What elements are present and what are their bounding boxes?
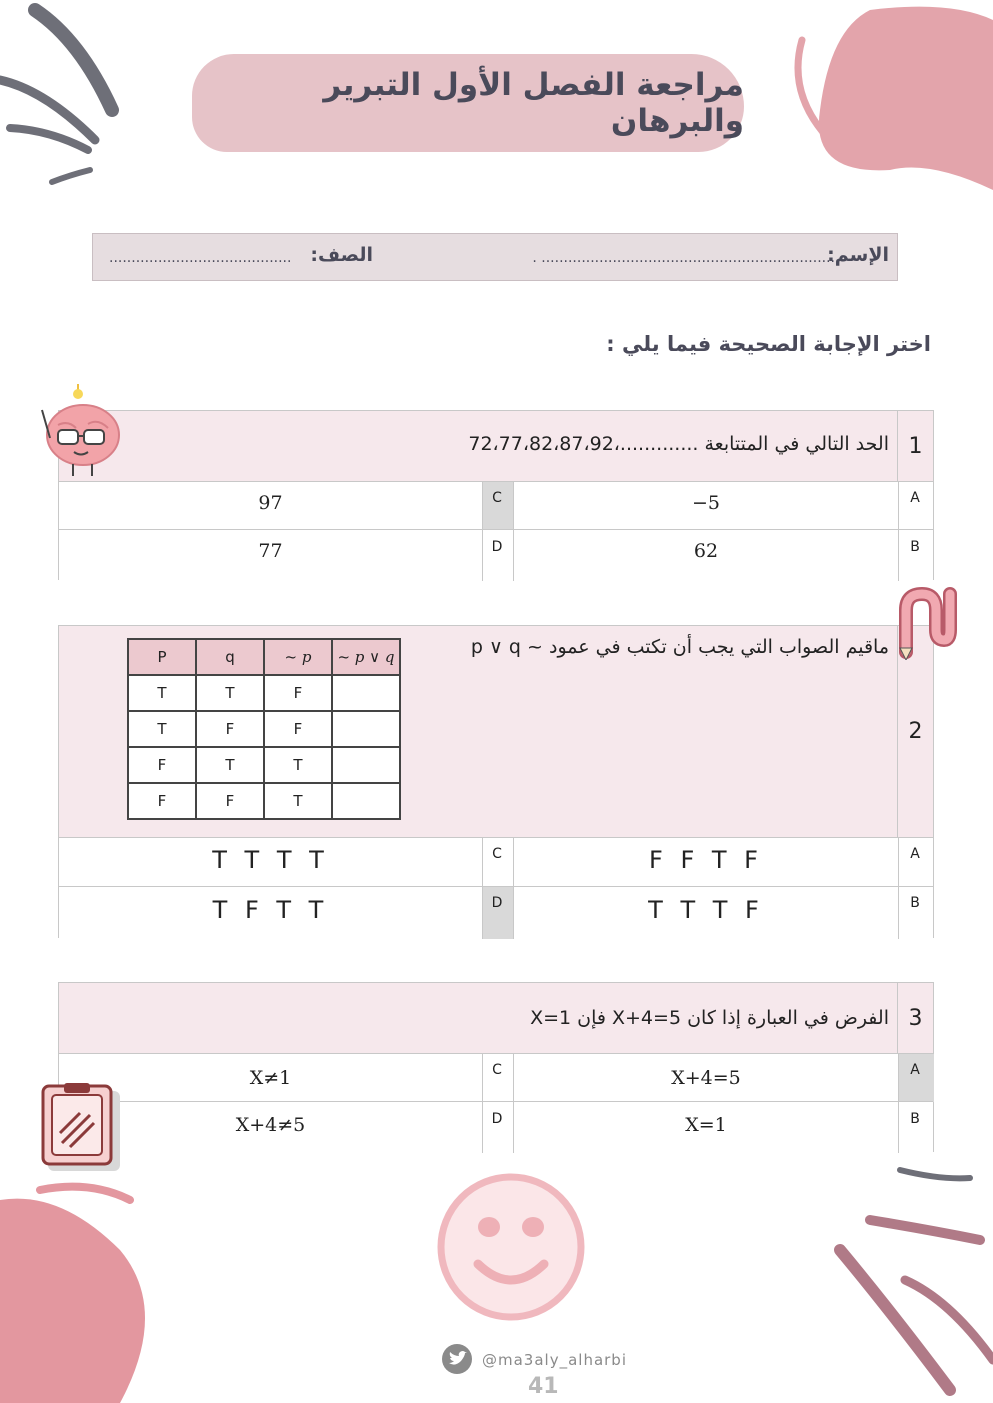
option-letter-d: D	[491, 895, 503, 911]
option-c[interactable]: 97	[258, 492, 283, 514]
question-text: الحد التالي في المتتابعة .............،72،77،82،87،92	[468, 433, 889, 455]
name-dots: .................................................................. .	[532, 250, 835, 266]
truth-table	[127, 638, 401, 820]
brush-stroke-decoration	[0, 0, 140, 200]
truth-table-cell: T	[196, 747, 264, 783]
option-letter-b: B	[910, 1111, 920, 1127]
truth-table-cell[interactable]	[332, 783, 400, 819]
twitter-icon	[441, 1343, 473, 1375]
brain-glasses-icon	[28, 380, 128, 480]
option-b[interactable]: 62	[693, 540, 719, 562]
question-number: 2	[897, 626, 933, 837]
option-letter-d: D	[491, 1111, 503, 1127]
option-a[interactable]: X+4=5	[671, 1067, 741, 1089]
option-d[interactable]: 77	[258, 540, 283, 562]
option-letter-c: C	[492, 490, 502, 506]
option-a[interactable]: −5	[691, 492, 720, 514]
pink-blob-decoration	[0, 1160, 190, 1403]
truth-table-cell: F	[128, 747, 196, 783]
truth-table-header: ~ p ∨ q	[332, 639, 400, 675]
option-row	[59, 1053, 933, 1102]
option-letter-a: A	[910, 1062, 920, 1078]
option-row	[59, 886, 933, 939]
option-letter-a: A	[910, 490, 920, 506]
truth-table-cell[interactable]	[332, 675, 400, 711]
option-d[interactable]: T F T T	[212, 896, 329, 924]
question-2	[58, 625, 934, 938]
option-a[interactable]: F F T F	[649, 846, 763, 874]
truth-table-header: q	[196, 639, 264, 675]
truth-table-cell: F	[264, 711, 332, 747]
page-title: مراجعة الفصل الأول التبرير والبرهان	[323, 67, 744, 139]
truth-table-cell: T	[196, 675, 264, 711]
clipboard-icon	[40, 1083, 124, 1173]
class-dots: .........................................	[109, 250, 292, 266]
option-letter-c: C	[492, 846, 502, 862]
option-letter-a: A	[910, 846, 920, 862]
truth-table-cell: F	[128, 783, 196, 819]
option-letter-b: B	[910, 895, 920, 911]
truth-table-cell: T	[128, 711, 196, 747]
student-info-bar	[92, 233, 898, 281]
name-label: الإسم:	[827, 244, 889, 266]
option-b[interactable]: X=1	[685, 1114, 727, 1136]
pink-blob-decoration	[780, 0, 993, 200]
truth-table-header: P	[128, 639, 196, 675]
class-label: الصف:	[310, 244, 373, 266]
instruction-text: اختر الإجابة الصحيحة فيما يلي :	[606, 332, 931, 356]
brush-stroke-decoration	[830, 1160, 993, 1403]
page-number: 41	[528, 1374, 559, 1399]
option-b[interactable]: T T T F	[648, 896, 764, 924]
truth-table-cell: T	[264, 747, 332, 783]
question-1	[58, 410, 934, 580]
truth-table-header: ~ p	[264, 639, 332, 675]
question-number: 1	[897, 411, 933, 481]
option-row	[59, 529, 933, 581]
page-title-banner	[192, 54, 744, 152]
question-text: ماقيم الصواب التي يجب أن تكتب في عمود ~ p ∨ q	[470, 636, 889, 658]
option-c[interactable]: X≠1	[249, 1067, 292, 1089]
option-letter-b: B	[910, 539, 920, 555]
footer-handle: @ma3aly_alharbi	[482, 1351, 627, 1369]
worm-pencil-icon	[896, 586, 958, 660]
option-row	[59, 481, 933, 530]
question-number: 3	[897, 983, 933, 1053]
truth-table-cell: T	[264, 783, 332, 819]
question-3	[58, 982, 934, 1152]
truth-table-cell[interactable]	[332, 747, 400, 783]
smiley-icon	[434, 1172, 588, 1322]
option-row	[59, 1101, 933, 1153]
option-letter-c: C	[492, 1062, 502, 1078]
question-text: الفرض في العبارة إذا كان X+4=5 فإن X=1	[530, 1007, 889, 1029]
option-letter-d: D	[491, 539, 503, 555]
option-row	[59, 837, 933, 887]
truth-table-cell: F	[196, 711, 264, 747]
truth-table-cell: F	[196, 783, 264, 819]
truth-table-cell: T	[128, 675, 196, 711]
truth-table-cell: F	[264, 675, 332, 711]
option-c[interactable]: T T T T	[212, 846, 329, 874]
truth-table-cell[interactable]	[332, 711, 400, 747]
option-d[interactable]: X+4≠5	[235, 1114, 306, 1136]
